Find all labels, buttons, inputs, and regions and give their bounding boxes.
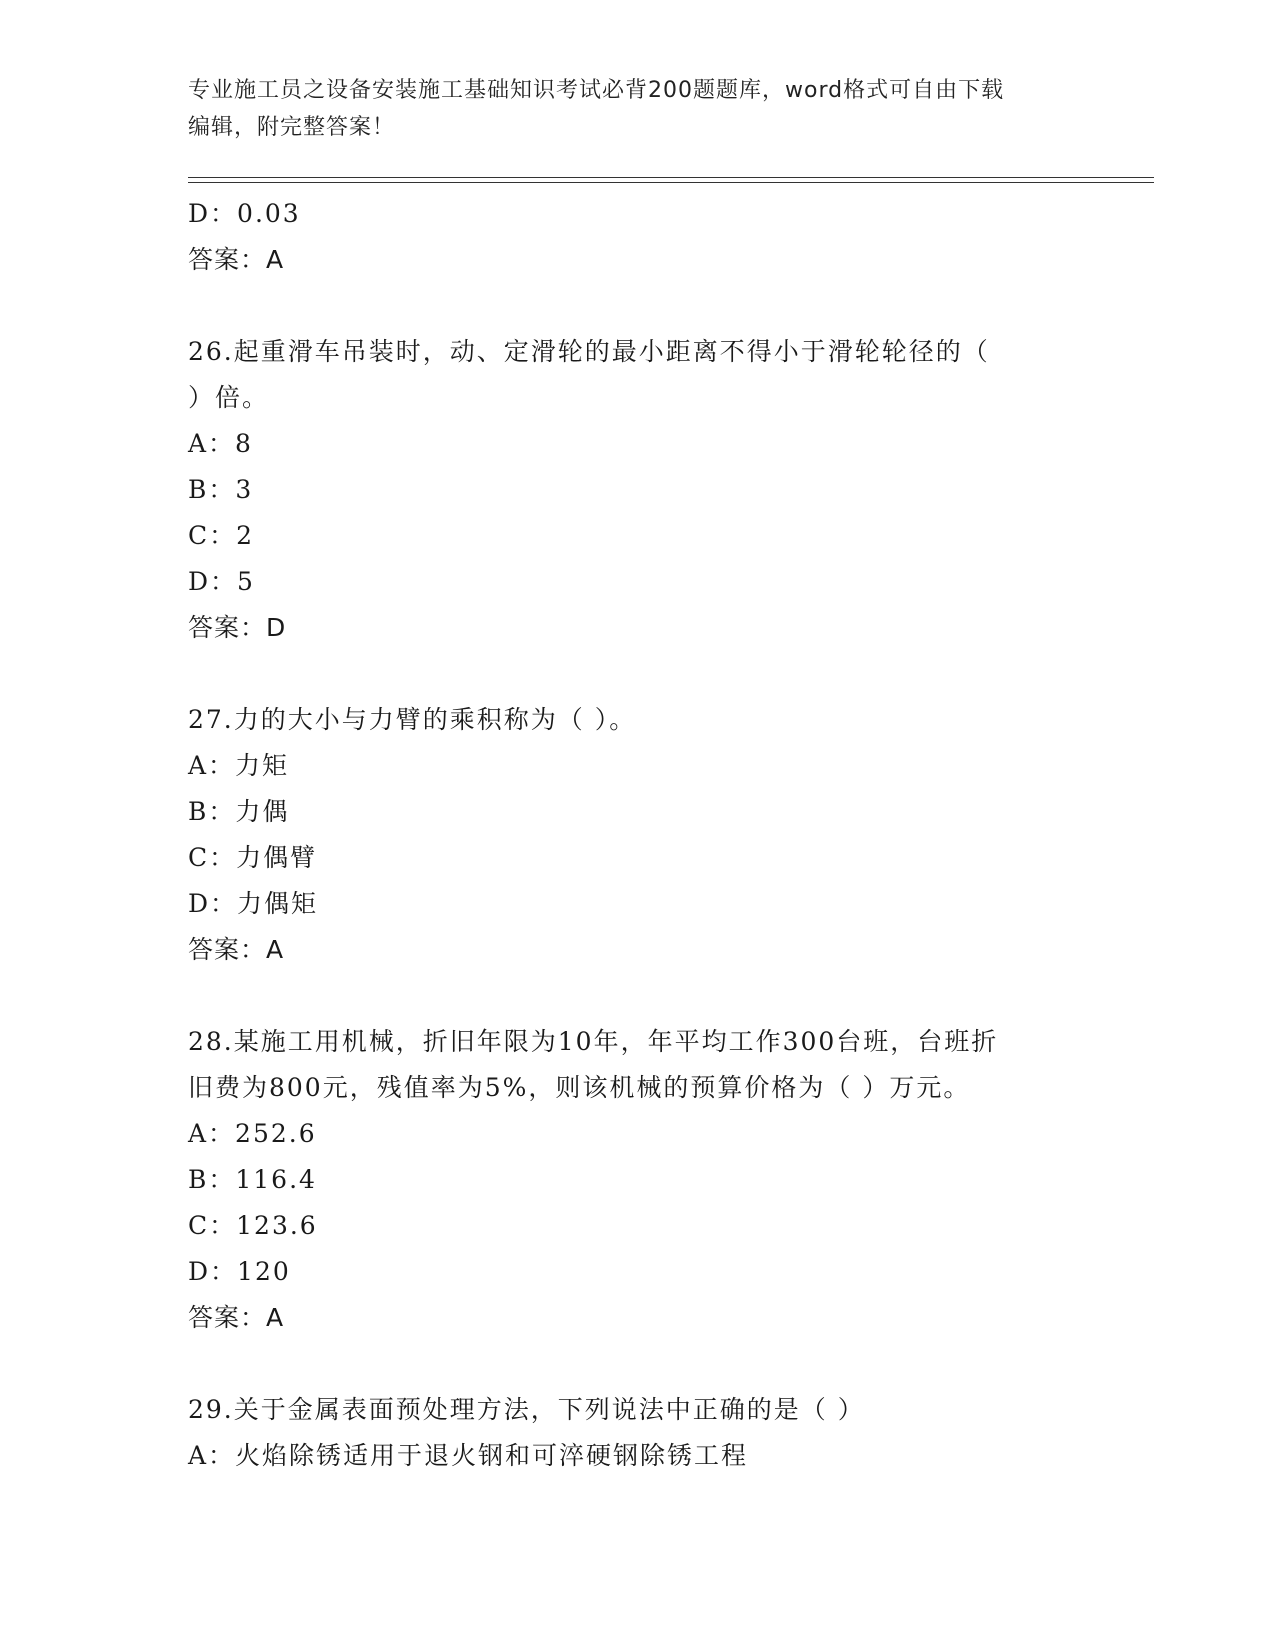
answer-line: 答案：A xyxy=(188,245,285,274)
question-stem: 29.关于金属表面预处理方法，下列说法中正确的是（ ） xyxy=(188,1395,865,1424)
option-d: D：120 xyxy=(188,1257,291,1286)
question-29 xyxy=(188,1387,1068,1479)
question-content xyxy=(188,191,1068,1479)
question-stem: 28.某施工用机械，折旧年限为10年，年平均工作300台班，台班折 xyxy=(188,1027,999,1056)
option-d: D：5 xyxy=(188,567,255,596)
question-stem: 27.力的大小与力臂的乘积称为（ ）。 xyxy=(188,705,637,734)
option-b: B：3 xyxy=(188,475,254,504)
option-c: C：力偶臂 xyxy=(188,843,318,872)
spacer xyxy=(188,283,1068,329)
option-a: A：火焰除锈适用于退火钢和可淬硬钢除锈工程 xyxy=(188,1441,749,1470)
option-a: A：力矩 xyxy=(188,751,290,780)
option-d: D：力偶矩 xyxy=(188,889,319,918)
spacer xyxy=(188,973,1068,1019)
option-d: D：0.03 xyxy=(188,199,301,228)
header-line-2: 编辑，附完整答案！ xyxy=(188,115,396,140)
answer-line: 答案：A xyxy=(188,1303,285,1332)
option-a: A：8 xyxy=(188,429,253,458)
option-a: A：252.6 xyxy=(188,1119,317,1148)
page-header xyxy=(188,72,1068,146)
option-b: B：力偶 xyxy=(188,797,290,826)
question-27 xyxy=(188,697,1068,973)
header-divider-top xyxy=(188,177,1154,178)
option-b: B：116.4 xyxy=(188,1165,317,1194)
spacer xyxy=(188,651,1068,697)
header-line-1: 专业施工员之设备安装施工基础知识考试必背200题题库，word格式可自由下载 xyxy=(188,78,1005,103)
option-c: C：123.6 xyxy=(188,1211,318,1240)
question-28 xyxy=(188,1019,1068,1341)
question-stem: 旧费为800元，残值率为5%，则该机械的预算价格为（ ）万元。 xyxy=(188,1073,971,1102)
question-stem: ）倍。 xyxy=(188,383,270,412)
answer-line: 答案：A xyxy=(188,935,285,964)
option-c: C：2 xyxy=(188,521,255,550)
question-26 xyxy=(188,329,1068,651)
question-stem: 26.起重滑车吊装时，动、定滑轮的最小距离不得小于滑轮轮径的（ xyxy=(188,337,990,366)
spacer xyxy=(188,1341,1068,1387)
answer-line: 答案：D xyxy=(188,613,287,642)
header-divider-bottom xyxy=(188,182,1154,183)
